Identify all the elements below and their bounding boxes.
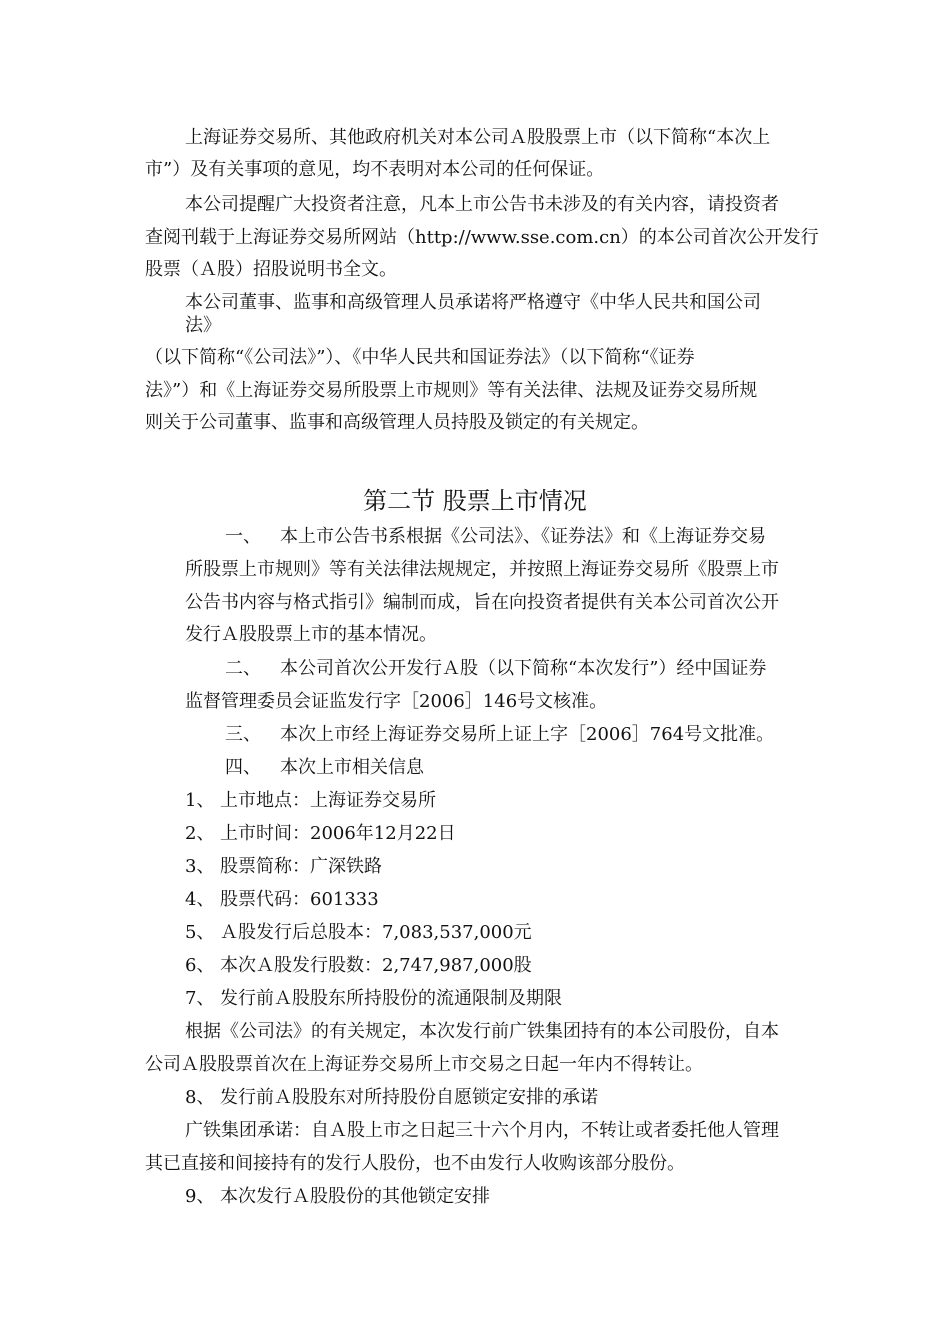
item3-line1: 本次上市经上海证券交易所上证上字［2006］764号文批准。 bbox=[280, 724, 775, 745]
item1-line1: 本上市公告书系根据《公司法》、《证券法》和《上海证券交易 bbox=[280, 526, 766, 547]
intro-p3-line3: （以下简称“《公司法》”）、《中华人民共和国证券法》（以下简称“《证券 bbox=[145, 347, 695, 368]
intro-p3-line4: 法》”）和《上海证券交易所股票上市规则》等有关法律、法规及证券交易所规 bbox=[145, 380, 758, 401]
info1-text: 上市地点：上海证券交易所 bbox=[220, 790, 436, 811]
info6-text: 本次Ａ股发行股数：2,747,987,000股 bbox=[220, 955, 532, 976]
info8-number: 8、 bbox=[185, 1087, 215, 1108]
info5-number: 5、 bbox=[185, 922, 215, 943]
info5-text: Ａ股发行后总股本：7,083,537,000元 bbox=[220, 922, 532, 943]
item2-line1: 本公司首次公开发行Ａ股（以下简称“本次发行”）经中国证券 bbox=[280, 658, 767, 679]
intro-p1-line2: 市”）及有关事项的意见，均不表明对本公司的任何保证。 bbox=[145, 159, 605, 180]
intro-p2-line3: 股票（Ａ股）招股说明书全文。 bbox=[145, 259, 397, 280]
item4-line1: 本次上市相关信息 bbox=[280, 757, 424, 778]
info8-para-line1: 广铁集团承诺：自Ａ股上市之日起三十六个月内，不转让或者委托他人管理 bbox=[185, 1120, 779, 1141]
item1-line3: 公告书内容与格式指引》编制而成，旨在向投资者提供有关本公司首次公开 bbox=[185, 592, 779, 613]
item2-line2: 监督管理委员会证监发行字［2006］146号文核准。 bbox=[185, 691, 608, 712]
intro-p1-line1: 上海证券交易所、其他政府机关对本公司Ａ股股票上市（以下简称“本次上 bbox=[185, 127, 771, 148]
info9-number: 9、 bbox=[185, 1186, 215, 1207]
item1-line4: 发行Ａ股股票上市的基本情况。 bbox=[185, 624, 437, 645]
info8-para-line2: 其已直接和间接持有的发行人股份，也不由发行人收购该部分股份。 bbox=[145, 1153, 685, 1174]
info6-number: 6、 bbox=[185, 955, 215, 976]
info7-text: 发行前Ａ股股东所持股份的流通限制及期限 bbox=[220, 988, 562, 1009]
info8-text: 发行前Ａ股股东对所持股份自愿锁定安排的承诺 bbox=[220, 1087, 598, 1108]
intro-p2-line1: 本公司提醒广大投资者注意，凡本上市公告书未涉及的有关内容，请投资者 bbox=[185, 194, 779, 215]
info3-text: 股票简称：广深铁路 bbox=[220, 856, 382, 877]
info7-para-line2: 公司Ａ股股票首次在上海证券交易所上市交易之日起一年内不得转让。 bbox=[145, 1054, 703, 1075]
info7-number: 7、 bbox=[185, 988, 215, 1009]
intro-p3-line1: 本公司董事、监事和高级管理人员承诺将严格遵守《中华人民共和国公司 bbox=[185, 292, 761, 313]
info4-number: 4、 bbox=[185, 889, 215, 910]
item3-number: 三、 bbox=[225, 724, 261, 745]
info9-text: 本次发行Ａ股股份的其他锁定安排 bbox=[220, 1186, 490, 1207]
info1-number: 1、 bbox=[185, 790, 215, 811]
info2-text: 上市时间：2006年12月22日 bbox=[220, 823, 456, 844]
item4-number: 四、 bbox=[225, 757, 261, 778]
intro-p3-line5: 则关于公司董事、监事和高级管理人员持股及锁定的有关规定。 bbox=[145, 412, 649, 433]
item2-number: 二、 bbox=[225, 658, 261, 679]
info7-para-line1: 根据《公司法》的有关规定，本次发行前广铁集团持有的本公司股份，自本 bbox=[185, 1021, 779, 1042]
item1-number: 一、 bbox=[225, 526, 261, 547]
info2-number: 2、 bbox=[185, 823, 215, 844]
info3-number: 3、 bbox=[185, 856, 215, 877]
info4-text: 股票代码：601333 bbox=[220, 889, 379, 910]
intro-p3-line2: 法》 bbox=[185, 315, 221, 336]
section-title: 第二节 股票上市情况 bbox=[363, 487, 587, 515]
item1-line2: 所股票上市规则》等有关法律法规规定，并按照上海证券交易所《股票上市 bbox=[185, 559, 779, 580]
intro-p2-line2: 查阅刊载于上海证券交易所网站（http://www.sse.com.cn）的本公司首次公开发行 bbox=[145, 227, 819, 248]
